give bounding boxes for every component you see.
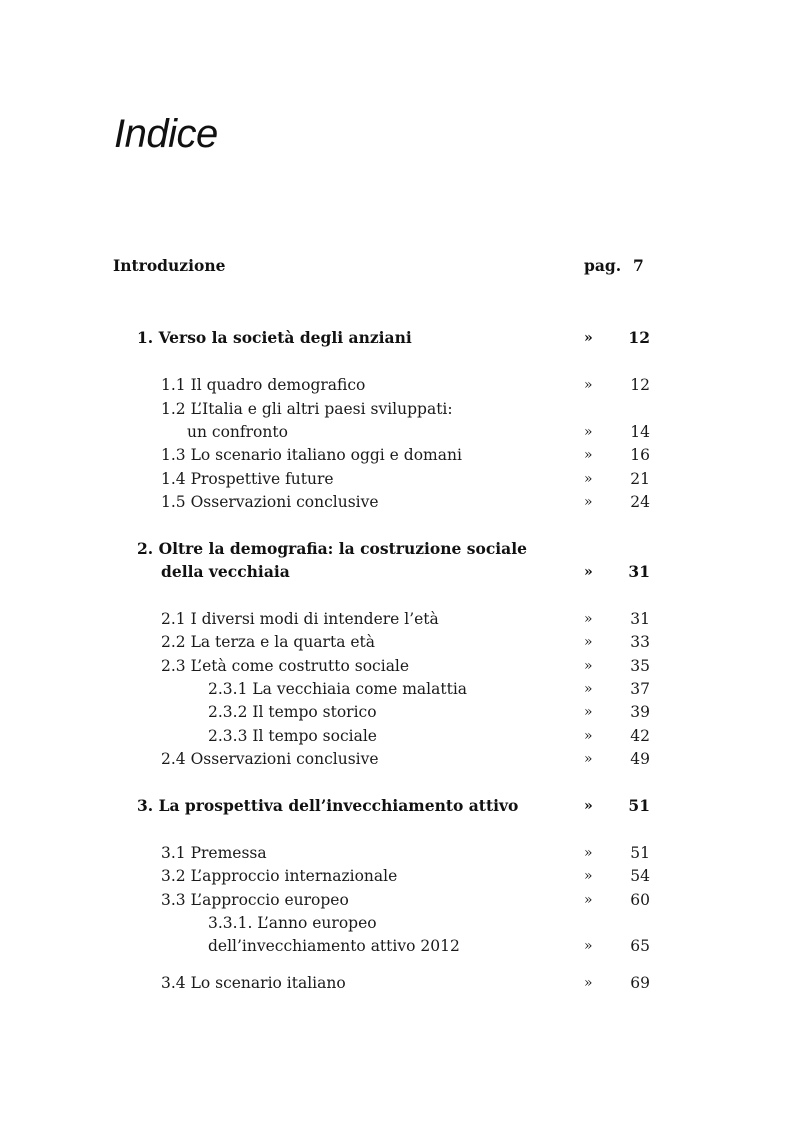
page-number: 7 <box>633 256 644 275</box>
toc-entry-introduzione[interactable]: Introduzione <box>113 256 226 275</box>
toc-section-3-3[interactable]: 3.3 L’approccio europeo <box>161 891 349 909</box>
pag-label: pag. <box>584 256 622 275</box>
toc-section-2-2[interactable]: 2.2 La terza e la quarta età <box>161 633 376 651</box>
page-number: 14 <box>630 423 650 441</box>
dots-mark: » <box>584 751 593 767</box>
page-number: 51 <box>630 844 650 862</box>
page-number: 37 <box>630 680 650 698</box>
page-number: 69 <box>630 974 650 992</box>
toc-section-2-4[interactable]: 2.4 Osservazioni conclusive <box>161 750 379 768</box>
toc-subsection-2-3-3[interactable]: 2.3.3 Il tempo sociale <box>208 727 377 745</box>
dots-mark: » <box>584 938 593 954</box>
page-number: 31 <box>630 610 650 628</box>
page-number: 39 <box>630 703 650 721</box>
dots-mark: » <box>584 681 593 697</box>
toc-section-3-4[interactable]: 3.4 Lo scenario italiano <box>161 974 346 992</box>
toc-section-1-2[interactable]: 1.2 L’Italia e gli altri paesi sviluppati: <box>161 400 453 418</box>
toc-subsection-3-3-1[interactable]: 3.3.1. L’anno europeo <box>208 914 377 932</box>
toc-subsection-3-3-1-cont[interactable]: dell’invecchiamento attivo 2012 <box>208 937 460 955</box>
page-number: 65 <box>630 937 650 955</box>
toc-chapter-1[interactable]: 1. Verso la società degli anziani <box>137 328 412 347</box>
page-number: 12 <box>628 328 650 347</box>
toc-section-2-1[interactable]: 2.1 I diversi modi di intendere l’età <box>161 610 439 628</box>
toc-chapter-3[interactable]: 3. La prospettiva dell’invecchiamento attivo <box>137 796 519 815</box>
page-number: 60 <box>630 891 650 909</box>
dots-mark: » <box>584 611 593 627</box>
dots-mark: » <box>584 892 593 908</box>
dots-mark: » <box>584 634 593 650</box>
page-number: 33 <box>630 633 650 651</box>
page-title: Indice <box>114 112 218 156</box>
toc-section-1-2-cont[interactable]: un confronto <box>187 423 288 441</box>
page-number: 54 <box>630 867 650 885</box>
dots-mark: » <box>584 471 593 487</box>
dots-mark: » <box>584 377 593 393</box>
toc-section-1-5[interactable]: 1.5 Osservazioni conclusive <box>161 493 379 511</box>
page-number: 51 <box>628 796 650 815</box>
page-number: 16 <box>630 446 650 464</box>
dots-mark: » <box>584 424 593 440</box>
toc-section-1-1[interactable]: 1.1 Il quadro demografico <box>161 376 366 394</box>
dots-mark: » <box>584 798 593 814</box>
page-number: 12 <box>630 376 650 394</box>
toc-section-3-1[interactable]: 3.1 Premessa <box>161 844 267 862</box>
toc-chapter-2-cont[interactable]: della vecchiaia <box>161 562 290 581</box>
toc-section-2-3[interactable]: 2.3 L’età come costrutto sociale <box>161 657 410 675</box>
dots-mark: » <box>584 704 593 720</box>
toc-section-1-4[interactable]: 1.4 Prospettive future <box>161 470 334 488</box>
toc-section-1-3[interactable]: 1.3 Lo scenario italiano oggi e domani <box>161 446 462 464</box>
page-number: 49 <box>630 750 650 768</box>
dots-mark: » <box>584 447 593 463</box>
toc-subsection-2-3-2[interactable]: 2.3.2 Il tempo storico <box>208 703 377 721</box>
toc-chapter-2[interactable]: 2. Oltre la demografia: la costruzione sociale <box>137 539 527 558</box>
page-number: 21 <box>630 470 650 488</box>
page-number: 42 <box>630 727 650 745</box>
dots-mark: » <box>584 728 593 744</box>
page-number: 24 <box>630 493 650 511</box>
dots-mark: » <box>584 330 593 346</box>
page-number: 35 <box>630 657 650 675</box>
dots-mark: » <box>584 494 593 510</box>
dots-mark: » <box>584 658 593 674</box>
dots-mark: » <box>584 868 593 884</box>
toc-subsection-2-3-1[interactable]: 2.3.1 La vecchiaia come malattia <box>208 680 468 698</box>
dots-mark: » <box>584 975 593 991</box>
toc-section-3-2[interactable]: 3.2 L’approccio internazionale <box>161 867 398 885</box>
dots-mark: » <box>584 564 593 580</box>
page-number: 31 <box>628 562 650 581</box>
dots-mark: » <box>584 845 593 861</box>
